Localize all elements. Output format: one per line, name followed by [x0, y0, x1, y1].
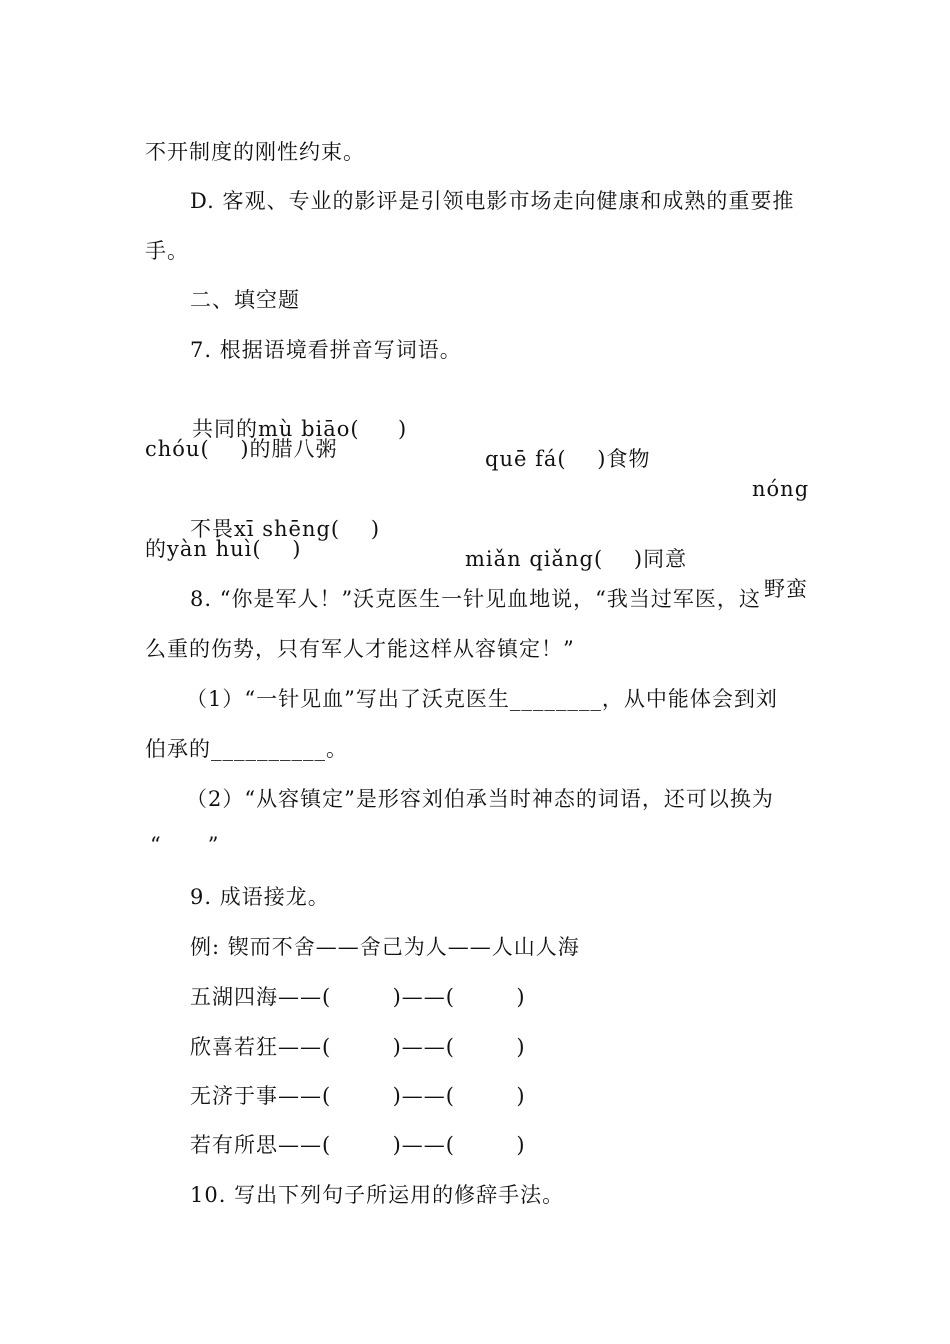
pinyin-line: 的yàn huì( ) — [145, 537, 302, 561]
pinyin-item: nóng — [752, 477, 810, 501]
pinyin-item: 不畏xī shēng( ) — [190, 517, 381, 541]
pinyin-item: 共同的mù biāo( ) — [192, 417, 408, 441]
text-line: 伯承的__________。 — [145, 737, 348, 761]
example-line: 例: 锲而不舍——舍己为人——人山人海 — [190, 935, 580, 959]
idiom-chain-row: 无济于事——( )——( ) — [190, 1084, 526, 1108]
question-9: 9. 成语接龙。 — [190, 885, 330, 909]
sub-question-1: （1）“一针见血”写出了沃克医生________，从中能体会到刘 — [186, 687, 778, 711]
sub-question-2: （2）“从容镇定”是形容刘伯承当时神态的词语，还可以换为 — [186, 787, 774, 811]
question-8: 8. “你是军人！”沃克医生一针见血地说，“我当过军医，这 — [190, 587, 761, 611]
pinyin-item: miǎn qiǎng( )同意 — [465, 547, 688, 571]
idiom-chain-row: 欣喜若狂——( )——( ) — [190, 1035, 526, 1059]
question-10: 10. 写出下列句子所运用的修辞手法。 — [190, 1183, 565, 1207]
text-line: 手。 — [145, 239, 189, 263]
idiom-chain-row: 五湖四海——( )——( ) — [190, 985, 526, 1009]
pinyin-item: 野蛮 — [764, 577, 808, 601]
question-7: 7. 根据语境看拼音写词语。 — [190, 338, 462, 362]
pinyin-item: quē fá( )食物 — [485, 447, 651, 471]
idiom-chain-row: 若有所思——( )——( ) — [190, 1133, 526, 1157]
text-line: 不开制度的刚性约束。 — [145, 140, 365, 164]
pinyin-line: chóu( )的腊八粥 — [145, 437, 338, 461]
section-heading: 二、填空题 — [190, 288, 300, 312]
option-d: D. 客观、专业的影评是引领电影市场走向健康和成熟的重要推 — [190, 189, 795, 213]
answer-quotes: “ ” — [150, 833, 220, 857]
text-line: 么重的伤势，只有军人才能这样从容镇定！” — [145, 637, 575, 661]
